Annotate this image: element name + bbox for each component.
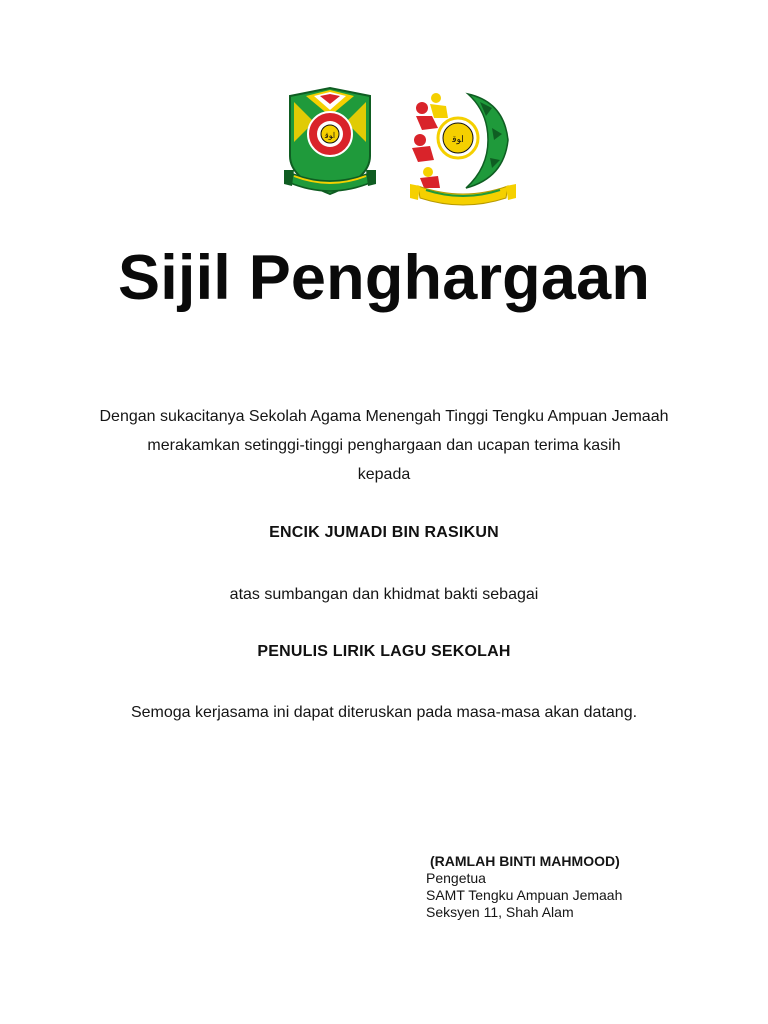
svg-text:ﺍﻮﻗ: ﺍﻮﻗ [452, 135, 464, 145]
signatory-position: Pengetua [426, 870, 486, 886]
signature-block [426, 853, 622, 921]
recipient-name: ENCIK JUMADI BIN RASIKUN [269, 524, 499, 541]
logo-row [0, 86, 768, 210]
signatory-address: Seksyen 11, Shah Alam [426, 904, 574, 920]
school-crest-icon [284, 86, 376, 204]
signatory-name: (RAMLAH BINTI MAHMOOD) [430, 853, 620, 869]
certificate-title: Sijil Penghargaan [117, 243, 651, 313]
signatory-school: SAMT Tengku Ampuan Jemaah [426, 887, 623, 903]
intro-line-2: merakamkan setinggi-tinggi penghargaan dan ucapan terima kasih [147, 437, 621, 454]
svg-text:ﺍﻮﻗ: ﺍﻮﻗ [324, 131, 336, 140]
intro-line-1: Dengan sukacitanya Sekolah Agama Menengah Tinggi Tengku Ampuan Jemaah [99, 408, 669, 425]
closing-text: Semoga kerjasama ini dapat diteruskan pada masa-masa akan datang. [130, 704, 638, 721]
contribution-intro: atas sumbangan dan khidmat bakti sebagai [229, 586, 539, 603]
intro-line-3: kepada [357, 466, 411, 483]
state-emblem-icon [408, 88, 518, 208]
recipient-role: PENULIS LIRIK LAGU SEKOLAH [257, 643, 511, 660]
